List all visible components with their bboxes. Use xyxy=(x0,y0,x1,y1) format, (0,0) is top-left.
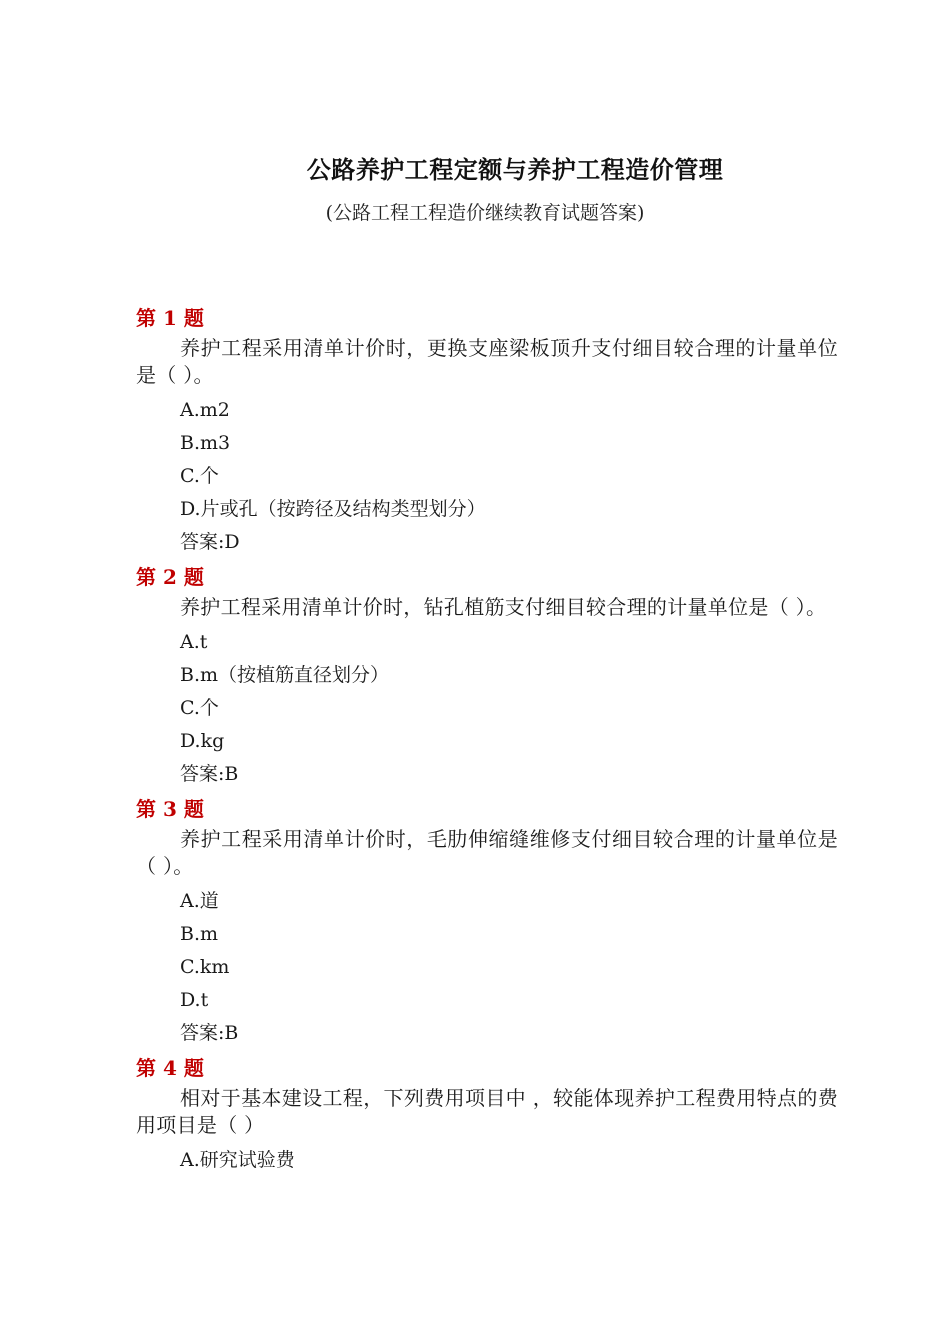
option-a: A.t xyxy=(180,631,208,653)
document-subtitle: (公路工程工程造价继续教育试题答案) xyxy=(325,202,645,224)
question-heading: 第 1 题 xyxy=(136,306,204,330)
question-list xyxy=(136,300,838,1177)
question-answer: 答案:B xyxy=(180,1022,239,1044)
option-d: D.kg xyxy=(180,730,225,752)
question-3 xyxy=(136,794,838,1050)
option-d: D.片或孔（按跨径及结构类型划分） xyxy=(180,498,486,520)
question-heading: 第 3 题 xyxy=(136,797,204,821)
question-1 xyxy=(136,303,838,559)
question-2 xyxy=(136,562,838,791)
question-heading: 第 4 题 xyxy=(136,1056,204,1080)
question-stem: 养护工程采用清单计价时，更换支座梁板顶升支付细目较合理的计量单位是（ ）。 xyxy=(136,336,838,387)
document-title: 公路养护工程定额与养护工程造价管理 xyxy=(306,155,724,184)
question-4 xyxy=(136,1053,838,1177)
option-a: A.研究试验费 xyxy=(180,1149,295,1171)
option-c: C.km xyxy=(180,956,230,978)
question-stem: 相对于基本建设工程，下列费用项目中 ，较能体现养护工程费用特点的费用项目是（ ） xyxy=(136,1086,838,1137)
option-d: D.t xyxy=(180,989,209,1011)
option-b: B.m（按植筋直径划分） xyxy=(180,664,390,686)
option-a: A.m2 xyxy=(180,399,230,421)
question-stem: 养护工程采用清单计价时，毛肋伸缩缝维修支付细目较合理的计量单位是（ ）。 xyxy=(136,827,838,878)
option-c: C.个 xyxy=(180,697,219,719)
question-heading: 第 2 题 xyxy=(136,565,204,589)
question-answer: 答案:B xyxy=(180,763,239,785)
option-c: C.个 xyxy=(180,465,219,487)
option-a: A.道 xyxy=(180,890,219,912)
question-answer: 答案:D xyxy=(180,531,240,553)
question-stem: 养护工程采用清单计价时，钻孔植筋支付细目较合理的计量单位是（ ）。 xyxy=(180,595,827,619)
option-b: B.m3 xyxy=(180,432,231,454)
option-b: B.m xyxy=(180,923,219,945)
